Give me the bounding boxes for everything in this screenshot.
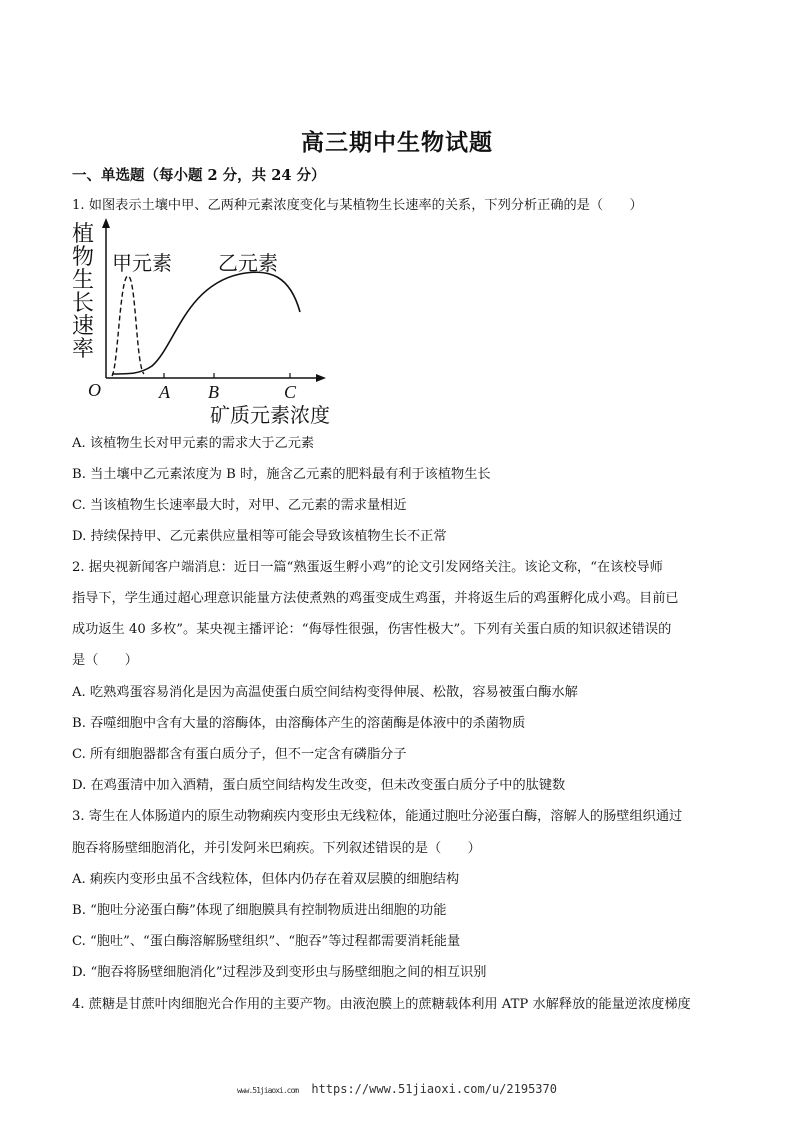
origin-label: O xyxy=(88,380,101,400)
question-1-stem: 1. 如图表示土壤中甲、乙两种元素浓度变化与某植物生长速率的关系，下列分析正确的是（ ） xyxy=(72,198,643,213)
question-3-stem-line-1: 3. 寄生在人体肠道内的原生动物痢疾内变形虫无线粒体，能通过胞吐分泌蛋白酶，溶解人的肠壁组织通过 xyxy=(72,809,683,824)
y-axis-label-char-1: 植 xyxy=(72,221,95,246)
element-a-curve xyxy=(112,276,144,376)
question-2-option-d: D. 在鸡蛋清中加入酒精，蛋白质空间结构发生改变，但未改变蛋白质分子中的肽键数 xyxy=(72,778,566,793)
x-axis-label: 矿质元素浓度 xyxy=(210,405,330,427)
question-2-stem-line-1: 2. 据央视新闻客户端消息：近日一篇“熟蛋返生孵小鸡”的论文引发网络关注。该论文称，“在该校导师 xyxy=(72,560,663,575)
element-a-label: 甲元素 xyxy=(112,253,172,275)
question-2-option-c: C. 所有细胞器都含有蛋白质分子，但不一定含有磷脂分子 xyxy=(72,747,407,762)
y-axis-label-char-6: 率 xyxy=(72,336,95,361)
growth-rate-figure xyxy=(60,216,360,428)
section-heading: 一、单选题（每小题 2 分，共 24 分） xyxy=(72,167,326,184)
tick-label-a: A xyxy=(159,382,170,402)
y-axis-label-char-2: 物 xyxy=(72,244,95,269)
question-1-option-b: B. 当土壤中乙元素浓度为 B 时，施含乙元素的肥料最有利于该植物生长 xyxy=(72,467,491,482)
page-title: 高三期中生物试题 xyxy=(301,129,493,156)
question-1-option-c: C. 当该植物生长速率最大时，对甲、乙元素的需求量相近 xyxy=(72,498,407,513)
question-1-option-d: D. 持续保持甲、乙元素供应量相等可能会导致该植物生长不正常 xyxy=(72,529,447,544)
question-4-stem-line-1: 4. 蔗糖是甘蔗叶肉细胞光合作用的主要产物。由液泡膜上的蔗糖载体利用 ATP 水解释放的能量逆浓度梯度 xyxy=(72,997,691,1012)
x-axis-arrow xyxy=(316,374,326,382)
footer-logo: www.51jiaoxi.com xyxy=(237,1086,299,1095)
question-3-option-a: A. 痢疾内变形虫虽不含线粒体，但体内仍存在着双层膜的细胞结构 xyxy=(72,872,460,887)
question-3-option-d: D. “胞吞将肠壁细胞消化”过程涉及到变形虫与肠壁细胞之间的相互识别 xyxy=(72,965,487,980)
growth-rate-diagram xyxy=(60,216,360,428)
y-axis-label-char-3: 生 xyxy=(72,267,95,292)
question-3-option-b: B. “胞吐分泌蛋白酶”体现了细胞膜具有控制物质进出细胞的功能 xyxy=(72,903,447,918)
element-b-label: 乙元素 xyxy=(218,253,278,275)
y-axis-label-char-5: 速 xyxy=(72,313,95,338)
question-2-stem-line-3: 成功返生 40 多枚”。某央视主播评论：“侮辱性很强，伤害性极大”。下列有关蛋白质的知识叙述错误的 xyxy=(72,622,672,637)
footer-url[interactable]: https://www.51jiaoxi.com/u/2195370 xyxy=(311,1082,557,1096)
question-3-stem-line-2: 胞吞将肠壁细胞消化，并引发阿米巴痢疾。下列叙述错误的是（ ） xyxy=(72,841,481,856)
question-2-option-b: B. 吞噬细胞中含有大量的溶酶体，由溶酶体产生的溶菌酶是体液中的杀菌物质 xyxy=(72,716,526,731)
y-axis-label-char-4: 长 xyxy=(72,290,95,315)
footer xyxy=(0,1082,794,1096)
question-1-option-a: A. 该植物生长对甲元素的需求大于乙元素 xyxy=(72,436,315,451)
tick-label-c: C xyxy=(284,382,297,402)
question-2-option-a: A. 吃熟鸡蛋容易消化是因为高温使蛋白质空间结构变得伸展、松散，容易被蛋白酶水解 xyxy=(72,685,578,700)
question-2-stem-line-2: 指导下，学生通过超心理意识能量方法使煮熟的鸡蛋变成生鸡蛋，并将返生后的鸡蛋孵化成小鸡。目前已 xyxy=(72,591,679,606)
question-2-stem-line-4: 是（ ） xyxy=(72,653,138,668)
y-axis-arrow xyxy=(102,218,110,228)
tick-label-b: B xyxy=(208,382,219,402)
question-3-option-c: C. “胞吐”、“蛋白酶溶解肠壁组织”、“胞吞”等过程都需要消耗能量 xyxy=(72,934,461,949)
